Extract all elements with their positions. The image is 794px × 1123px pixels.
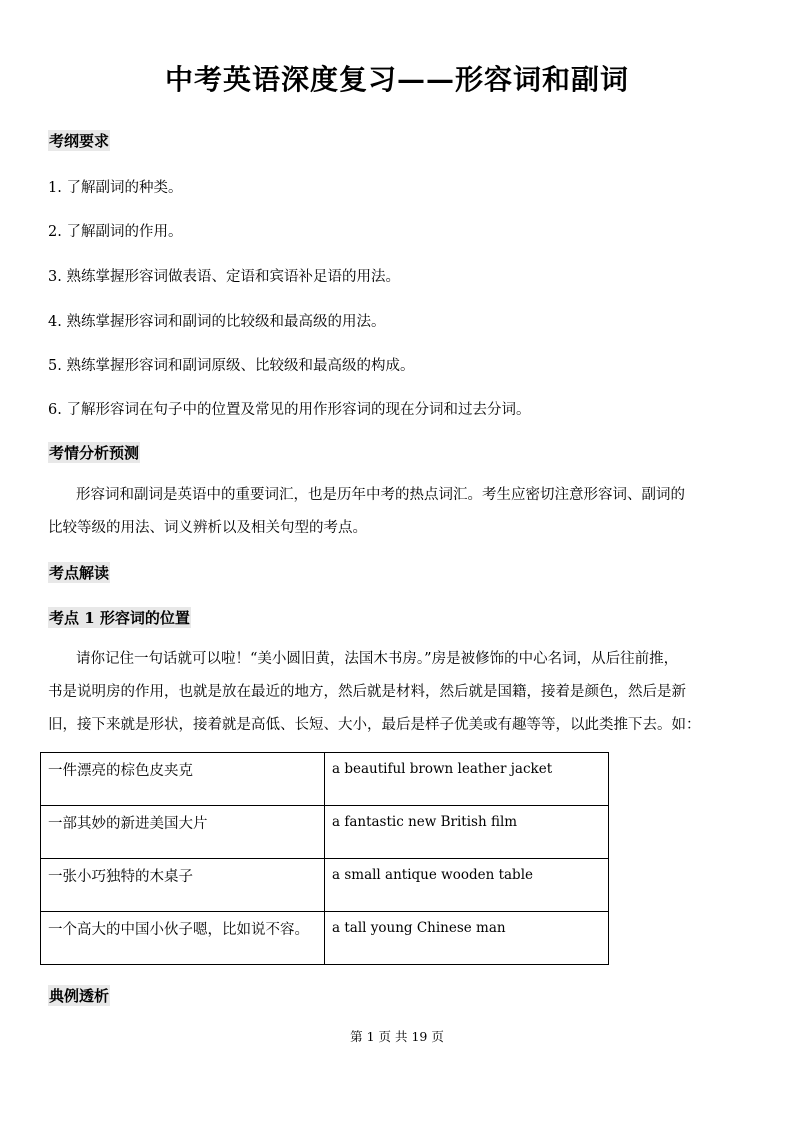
examples-heading: 典例透析 <box>49 987 110 1005</box>
requirements-heading: 考纲要求 <box>49 132 110 150</box>
point1-line: 书是说明房的作用，也就是放在最近的地方，然后就是材料，然后就是国籍，接着是颜色，然后是新 <box>48 684 686 700</box>
table-cell-english: a fantastic new British film <box>325 806 609 859</box>
requirement-item: 5. 熟练掌握形容词和副词原级、比较级和最高级的构成。 <box>48 358 415 374</box>
requirement-item: 6. 了解形容词在句子中的位置及常见的用作形容词的现在分词和过去分词。 <box>48 402 531 418</box>
point1-heading: 考点 1 形容词的位置 <box>49 609 190 627</box>
requirement-item: 1. 了解副词的种类。 <box>48 180 183 196</box>
requirement-item: 4. 熟练掌握形容词和副词的比较级和最高级的用法。 <box>48 314 386 330</box>
analysis-line: 形容词和副词是英语中的重要词汇，也是历年中考的热点词汇。考生应密切注意形容词、副词的 <box>76 487 685 503</box>
analysis-heading: 考情分析预测 <box>49 444 140 462</box>
table-cell-english: a small antique wooden table <box>325 859 609 912</box>
table-cell-chinese: 一个高大的中国小伙子嗯，比如说不容。 <box>41 912 325 965</box>
table-cell-chinese: 一件漂亮的棕色皮夹克 <box>41 753 325 806</box>
document-title: 中考英语深度复习——形容词和副词 <box>164 63 629 96</box>
table-row <box>41 753 609 806</box>
table-cell-english: a beautiful brown leather jacket <box>325 753 609 806</box>
requirement-item: 2. 了解副词的作用。 <box>48 224 183 240</box>
point1-line: 请你记住一句话就可以啦！“美小圆旧黄，法国木书房。”房是被修饰的中心名词，从后往前推， <box>76 651 679 667</box>
example-table <box>40 752 609 965</box>
requirement-item: 3. 熟练掌握形容词做表语、定语和宾语补足语的用法。 <box>48 269 400 285</box>
table-row <box>41 859 609 912</box>
table-cell-chinese: 一张小巧独特的木桌子 <box>41 859 325 912</box>
table-row <box>41 912 609 965</box>
points-heading: 考点解读 <box>49 564 110 582</box>
point1-line: 旧，接下来就是形状，接着就是高低、长短、大小，最后是样子优美或有趣等等，以此类推下去。如： <box>48 717 701 733</box>
table-cell-english: a tall young Chinese man <box>325 912 609 965</box>
table-cell-chinese: 一部其妙的新进美国大片 <box>41 806 325 859</box>
page-footer: 第 1 页 共 19 页 <box>350 1029 444 1044</box>
point1-paragraph <box>48 643 748 742</box>
analysis-paragraph <box>48 479 748 545</box>
analysis-line: 比较等级的用法、词义辨析以及相关句型的考点。 <box>48 520 367 536</box>
table-row <box>41 806 609 859</box>
